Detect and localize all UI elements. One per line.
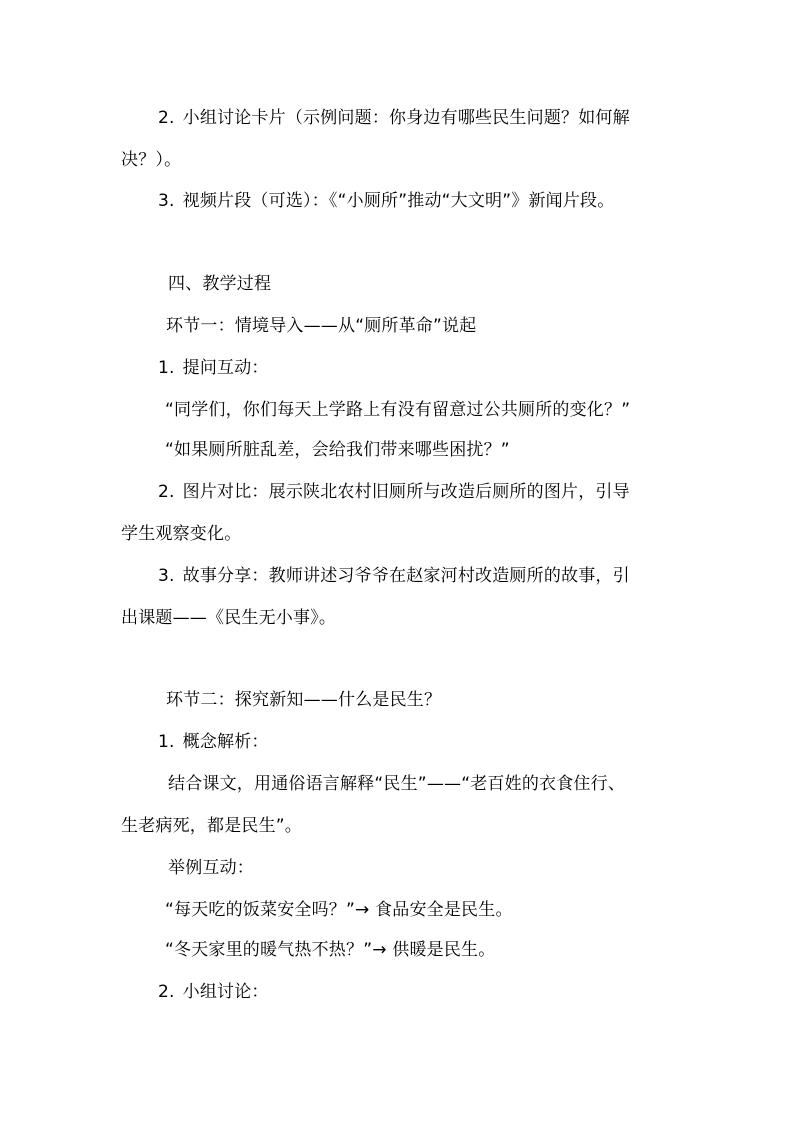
stage-1-quote-2: “如果厕所脏乱差，会给我们带来哪些困扰？” <box>165 440 510 460</box>
stage-2-title: 环节二：探究新知——什么是民生？ <box>166 690 442 710</box>
list-text: 概念解析： <box>182 732 269 752</box>
stage-1-item-2-line-2: 学生观察变化。 <box>121 524 242 544</box>
stage-1-quote-1: “同学们，你们每天上学路上有没有留意过公共厕所的变化？” <box>165 400 631 420</box>
list-text: 小组讨论卡片（示例问题：你身边有哪些民生问题？如何解 <box>182 108 630 128</box>
list-number: 2. <box>158 108 175 128</box>
list-text: 提问互动： <box>182 358 269 378</box>
list-text: 图片对比：展示陕北农村旧厕所与改造后厕所的图片，引导 <box>182 482 630 502</box>
list-number: 1. <box>158 358 175 378</box>
stage-1-item-3-line-2: 出课题——《民生无小事》。 <box>121 608 337 628</box>
list-number: 3. <box>158 566 175 586</box>
stage-2-example-1: “每天吃的饭菜安全吗？”→ 食品安全是民生。 <box>165 900 513 920</box>
material-item-2-line-2: 决？）。 <box>121 150 182 170</box>
list-number: 2. <box>158 482 175 502</box>
material-item-3 <box>158 189 614 213</box>
list-number: 1. <box>158 732 175 752</box>
stage-1-title: 环节一：情境导入——从“厕所革命”说起 <box>166 316 477 336</box>
stage-2-explain-line-1: 结合课文，用通俗语言解释“民生”——“老百姓的衣食住行、 <box>168 774 626 794</box>
stage-2-example-heading: 举例互动： <box>168 858 254 878</box>
list-text: 小组讨论： <box>182 982 269 1002</box>
material-item-2-line-1 <box>158 106 630 130</box>
stage-1-item-2-line-1 <box>158 480 630 504</box>
list-text: 故事分享：教师讲述习爷爷在赵家河村改造厕所的故事，引 <box>182 566 630 586</box>
stage-2-item-2 <box>158 980 269 1004</box>
list-text: 视频片段（可选）：《“小厕所”推动“大文明”》新闻片段。 <box>182 191 615 211</box>
list-number: 2. <box>158 982 175 1002</box>
stage-2-item-1 <box>158 730 269 754</box>
stage-1-item-3-line-1 <box>158 564 630 588</box>
stage-2-example-2: “冬天家里的暖气热不热？”→ 供暖是民生。 <box>165 940 496 960</box>
stage-1-item-1 <box>158 356 269 380</box>
section-heading: 四、教学过程 <box>168 274 272 294</box>
list-number: 3. <box>158 191 175 211</box>
stage-2-explain-line-2: 生老病死，都是民生”。 <box>121 816 303 836</box>
